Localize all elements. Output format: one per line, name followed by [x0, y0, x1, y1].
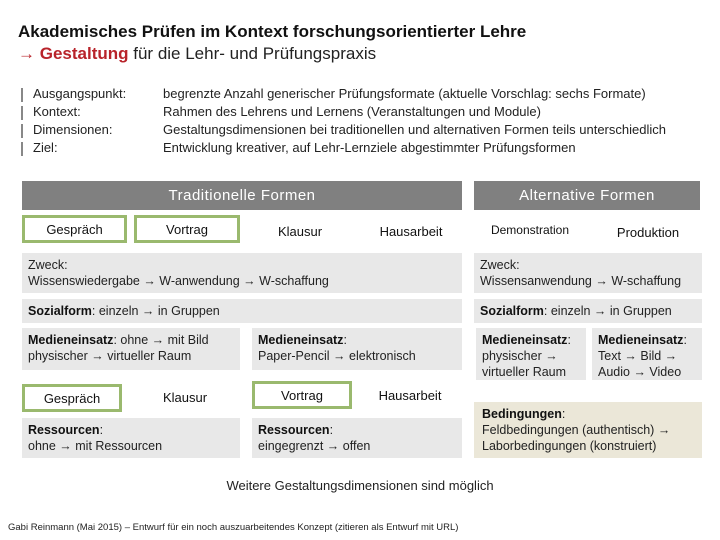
ressourcen-text: eingegrenzt → offen — [258, 439, 371, 453]
medien-text: physischer → virtueller Raum — [482, 349, 567, 379]
format-demonstration: Demonstration — [476, 217, 584, 243]
bedingungen-text: Feldbedingungen (authentisch) → Laborbedingungen (konstruiert) — [482, 423, 671, 453]
panel-sozialform-alternative — [474, 299, 702, 323]
sozialform-text: : einzeln → in Gruppen — [543, 304, 672, 318]
sozialform-label: Sozialform — [480, 304, 544, 318]
panel-medien-traditional-1 — [22, 328, 240, 370]
panel-zweck-traditional: Zweck: Wissenswiedergabe → W-anwendung → W-schaffung — [22, 253, 462, 293]
zweck-label: Zweck — [480, 258, 517, 272]
meta-value-ziel: Entwicklung kreativer, auf Lehr-Lernziele abgestimmter Prüfungsformen — [163, 140, 576, 155]
panel-medien-alternative-1: Medieneinsatz: physischer → virtueller Raum — [476, 328, 586, 380]
more-dimensions-note: Weitere Gestaltungsdimensionen sind möglich — [226, 478, 494, 493]
meta-divider — [21, 106, 23, 120]
footnote: Gabi Reinmann (Mai 2015) – Entwurf für ein noch auszuarbeitendes Konzept (zitieren als Entwurf mit URL) — [8, 522, 459, 533]
zweck-text: Wissenswiedergabe → W-anwendung → W-schaffung — [28, 274, 329, 288]
band-traditionelle-formen: Traditionelle Formen — [22, 181, 462, 210]
meta-label-dimensionen: Dimensionen: — [33, 122, 113, 137]
format-vortrag-2: Vortrag — [252, 381, 352, 409]
panel-ressourcen-2: Ressourcen: eingegrenzt → offen — [252, 418, 462, 458]
medien-label: Medieneinsatz — [28, 333, 114, 347]
panel-ressourcen-1: Ressourcen: ohne → mit Ressourcen — [22, 418, 240, 458]
format-klausur: Klausur — [246, 218, 354, 244]
bedingungen-label: Bedingungen — [482, 407, 562, 421]
page-title: Akademisches Prüfen im Kontext forschungsorientierter Lehre — [18, 22, 527, 41]
panel-sozialform-traditional — [22, 299, 462, 323]
meta-label-ziel: Ziel: — [33, 140, 58, 155]
page-subtitle — [18, 44, 376, 64]
meta-divider — [21, 88, 23, 102]
ressourcen-text: ohne → mit Ressourcen — [28, 439, 163, 453]
ressourcen-label: Ressourcen — [258, 423, 330, 437]
format-gespraech-2: Gespräch — [22, 384, 122, 412]
format-produktion: Produktion — [594, 219, 702, 245]
ressourcen-label: Ressourcen — [28, 423, 100, 437]
format-hausarbeit-2: Hausarbeit — [358, 382, 462, 408]
subtitle-rest: für die Lehr- und Prüfungspraxis — [128, 44, 377, 63]
meta-value-kontext: Rahmen des Lehrens und Lernens (Veranstaltungen und Module) — [163, 104, 541, 119]
meta-label-kontext: Kontext: — [33, 104, 81, 119]
meta-divider — [21, 142, 23, 156]
format-gespraech: Gespräch — [22, 215, 127, 243]
meta-value-ausgangspunkt: begrenzte Anzahl generischer Prüfungsformate (aktuelle Vorschlag: sechs Formate) — [163, 86, 646, 101]
sozialform-text: : einzeln → in Gruppen — [91, 304, 220, 318]
subtitle-accent: Gestaltung — [39, 44, 129, 63]
zweck-label: Zweck — [28, 258, 65, 272]
format-vortrag: Vortrag — [134, 215, 240, 243]
medien-text: Text → Bild → Audio → Video — [598, 349, 682, 379]
meta-label-ausgangspunkt: Ausgangspunkt: — [33, 86, 127, 101]
arrow-right-icon: → — [18, 44, 35, 63]
sozialform-label: Sozialform — [28, 304, 92, 318]
format-klausur-2: Klausur — [130, 384, 240, 410]
zweck-text: Wissensanwendung → W-schaffung — [480, 274, 682, 288]
meta-value-dimensionen: Gestaltungsdimensionen bei traditionellen und alternativen Formen teils unterschiedlich — [163, 122, 666, 137]
band-alternative-formen: Alternative Formen — [474, 181, 700, 210]
meta-divider — [21, 124, 23, 138]
medien-label: Medieneinsatz — [482, 333, 568, 347]
panel-medien-alternative-2: Medieneinsatz: Text → Bild → Audio → Video — [592, 328, 702, 380]
medien-label: Medieneinsatz — [258, 333, 344, 347]
panel-bedingungen: Bedingungen: Feldbedingungen (authentisch) → Laborbedingungen (konstruiert) — [474, 402, 702, 458]
panel-medien-traditional-2: Medieneinsatz: Paper-Pencil → elektronisch — [252, 328, 462, 370]
panel-zweck-alternative: Zweck: Wissensanwendung → W-schaffung — [474, 253, 702, 293]
format-hausarbeit: Hausarbeit — [360, 218, 462, 244]
medien-text: Paper-Pencil → elektronisch — [258, 349, 416, 363]
medien-text: : ohne → mit Bild physischer → virtueller Raum — [28, 333, 209, 363]
medien-label: Medieneinsatz — [598, 333, 684, 347]
